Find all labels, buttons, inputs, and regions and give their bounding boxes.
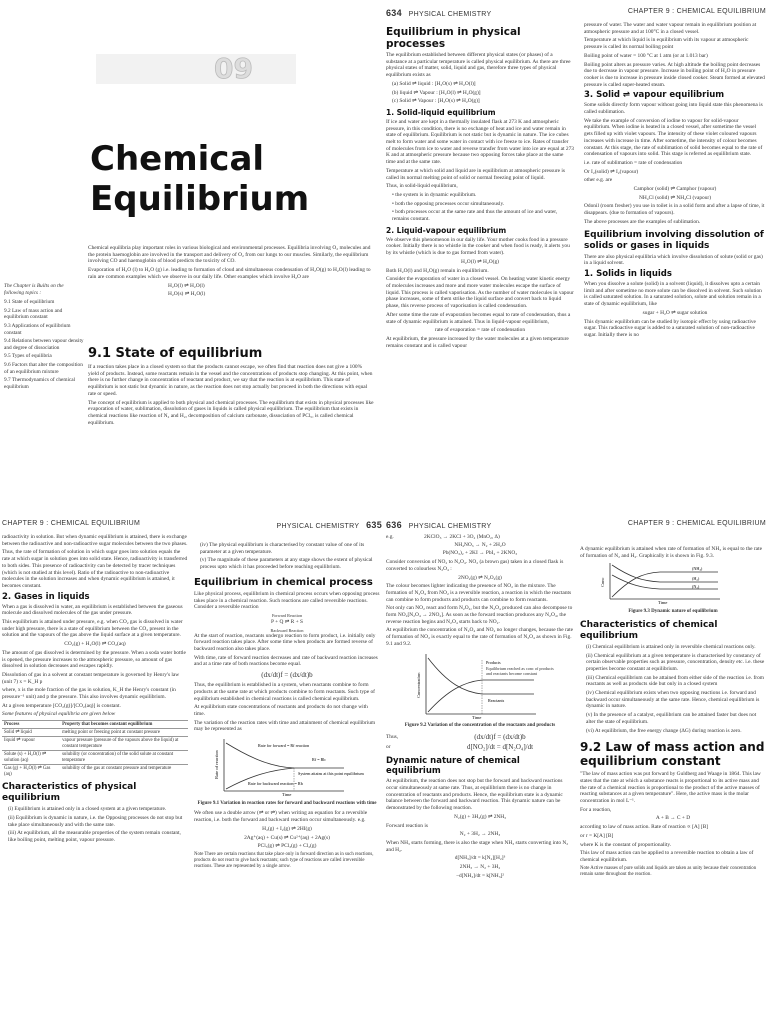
chapter-intro (88, 245, 374, 300)
rate-equation: d[NO₂]/dt = d[N₂O₄]/dt (466, 742, 534, 751)
column-right (584, 22, 766, 341)
paragraph: At a given temperature [CO₂(g)]/[CO₂(aq)] is constant. (2, 702, 121, 709)
paragraph: The equilibrium established between different physical states (or phases) of a substance at a particular temperature is called physical equilibrium. As there are three physical states of matter, solid, liquid and gas, therefore three types of physical equilibrium exists as (386, 52, 571, 79)
paragraph: radioactivity in solution. But when dynamic equilibrium is attained, there is exchange between the radioactive and non-radioactive sugar molecules between the two phases. (2, 534, 188, 547)
axis-label-y: Concentration (416, 672, 421, 698)
paragraph: according to law of mass action. Rate of reaction ∝ [A] [B] (580, 824, 709, 831)
graph-label: Rate for forward = Rf reaction (258, 743, 310, 749)
equation: H₂O(l) ⇌ H₂O(g) (461, 258, 499, 265)
page-chapter-opener (0, 0, 384, 512)
figure-caption: Figure 9.3 Dynamic nature of equilibrium (628, 609, 718, 615)
heading-solid-vapour: 3. Solid ⇌ vapour equilibrium (584, 90, 725, 101)
equation: 2Ag⁺(aq) + Cu(s) ⇌ Cu²⁺(aq) + 2Ag(s) (244, 834, 330, 841)
list-item: (c) Solid ⇌ Vapour : [H₂O(s) ⇌ H₂O(g)] (392, 98, 480, 105)
paragraph: When you dissolve a solute (solid) in a solvent (liquid), it dissolves upto a certain limit and after sometime no more solute can be dissolved in solvent. Such solution is called saturated solution. In a saturated solution, solute and solution remain in a state of dynamic equilibrium, like (584, 280, 762, 308)
paragraph: This dynamic equilibrium can be studied by isotopic effect by using radioactive sugar. This radioactive sugar is added to a saturated solution of non-radioactive sugar. Initially there is no (584, 318, 756, 338)
page-635 (0, 512, 384, 1024)
paragraph: where, x is the mole fraction of the gas in solution, K_H the Henry's constant (in pressure⁻¹ unit) and p the pressure. This also involves dynamic equilibrium. (2, 687, 176, 701)
topic-item: 9.4 Relations between vapour density and degree of dissociation (4, 338, 84, 351)
header-chapter-title: CHAPTER 9 : CHEMICAL EQUILIBRIUM (627, 8, 766, 15)
heading-dynamic-nature: Dynamic nature of chemical equilibrium (386, 756, 520, 777)
chapter-number-graphic (96, 42, 296, 112)
paragraph: If a reaction takes place in a closed system so that the products cannot escape, we often find that reaction does not give a 100% yield of products. Instead, some reactants remain in the vessel and the concentrations of products stop changing. At this point, when there is no further change in concentration of reactant and product, we say that the reaction is at equilibrium. This state of equilibrium is not static but dynamic in nature, as the reaction does not stop actually but proceed in both the directions with equal rate or speed. (88, 364, 373, 397)
topic-item: 9.5 Types of equilibria (4, 353, 52, 360)
list-item: (ii) Chemical equilibrium at a given temperature is characterised by constancy of certain observable properties such as pressure, concentration, density etc. i.e. these properties become constant at equilibrium. (586, 652, 765, 672)
table-row (2, 737, 188, 751)
rate-equation: (dx/dt)f = (dx/dt)b (261, 671, 313, 680)
list-item: (iv) Chemical equilibrium exists when two opposing reactions i.e. forward and backward occur simultaneously at the same rate. Hence, chemical equilibrium is dynamic in nature. (586, 690, 760, 710)
running-header-right (277, 520, 382, 530)
chapter-title-line1: Chemical (90, 139, 265, 179)
paragraph: Thus, in solid-liquid equilibrium, (386, 183, 458, 190)
paragraph: Or I₂(solid) ⇌ I₂(vapour) (584, 168, 639, 175)
table-header-row (2, 721, 188, 729)
list-item: (v) The magnitude of these parameters at any stage shows the extent of physical process upto which it has proceeded before reaching equilibrium. (200, 557, 373, 571)
graph-label: Rate for backward reaction = Rb (248, 781, 303, 787)
bullet-item: • both processes occur at the same rate and thus the amount of ice and water, remains constant. (392, 209, 558, 223)
table-cell: Solute (s) + H₂O(l) ⇌ solution (aq) (2, 751, 60, 765)
paragraph: where K is the constant of proportionality. (580, 841, 672, 848)
paragraph: pressure of water. The water and water vapour remain in equilibrium position at atmospheric pressure and at 100°C in a closed vessel. (584, 22, 757, 35)
equation: 2NO₂(g) ⇌ N₂O₄(g) (458, 574, 502, 581)
table-row (2, 729, 188, 737)
heading-solid-liquid: 1. Solid-liquid equilibrium (386, 107, 496, 117)
graph-label: Products (486, 659, 501, 665)
intro-paragraph-2: Evaporation of H₂O (l) to H₂O (g) i.e. leading to formation of cloud and simultaneous condensation of H₂O(g) to H₂O(l) leading to rain are common examples which we observe in our daily life. Other examples which involve H₂O are (88, 267, 371, 280)
table-row (2, 765, 188, 779)
paragraph: We observe this phenomenon in our daily life. Your mother cooks food in a pressure cooker. Initially there is no whistle in the cooker and when food is ready, it alerts you by its whistle (which is due to gas formed from water). (386, 236, 570, 257)
paragraph: Some solids directly form vapour without going into liquid state this phenomena is called sublimation. (584, 102, 763, 116)
chapter-title-line2: Equilibrium (90, 179, 310, 219)
paragraph: Consider conversion of NO₂ to N₂O₄. NO₂ (a brown gas) taken in a closed flask is converted to colourless N₂O₄ : (386, 559, 564, 572)
heading-solids-in-liquids: 1. Solids in liquids (584, 268, 672, 279)
paragraph: i.e. rate of sublimation = rate of condensation (584, 159, 683, 166)
header-book-title: PHYSICAL CHEMISTRY (276, 523, 360, 530)
page-636 (384, 512, 768, 1024)
column-left (2, 534, 188, 846)
page-number: 634 (386, 8, 402, 18)
rate-block (386, 743, 574, 753)
equation: H₂O(l) ⇌ H₂O(l) (168, 282, 205, 289)
column-left (386, 22, 574, 351)
page-634 (384, 0, 768, 512)
paragraph: A dynamic equilibrium is attained when rate of formation of NH₃ is equal to the rate of formation of N₂ and H₂. Graphically it is shown in Fig. 9.3. (580, 546, 762, 559)
list-item: (iii) Chemical equilibrium can be attained from either side of the reaction i.e. from reactants as well as products side but only in a closed system (586, 674, 764, 688)
equation: PCl₅(g) ⇌ PCl₃(g) + Cl₂(g) (257, 843, 317, 850)
paragraph: For a reaction, (580, 806, 612, 813)
equation: CO₂(g) + H₂O(l) ⇌ CO₂(aq) (64, 641, 126, 648)
paragraph: After some time the rate of evaporation becomes equal to rate of condensation, thus a state of dynamic equilibrium is attained. Thus in liquid-vapour equilibrium, (386, 311, 571, 325)
example-label: e.g. (386, 534, 394, 540)
axis-label-x: Time (282, 792, 292, 798)
figure-caption: Figure 9.1 Variation in reaction rates for forward and backward reactions with time (197, 800, 377, 806)
arrow-label-backward: Backward Reaction (270, 627, 304, 633)
paragraph: At equilibrium state concentrations of reactants and products do not change with time. (194, 704, 368, 717)
paragraph: The variation of the reaction rates with time and attainment of chemical equilibrium may be represented as (194, 719, 376, 733)
list-item: (ii) Equilibrium is dynamic in nature, i.e. the Opposing processes do not stop but take place simultaneously and with the same rate. (8, 814, 183, 828)
paragraph: At equilibrium, the pressure increased by the water molecules at a given temperature remains constant and is called vapour (386, 335, 569, 349)
heading-gases-in-liquids: 2. Gases in liquids (2, 591, 90, 602)
paragraph: This law of mass action can be applied to a reversible reaction to obtain a law of chemical equilibrium. (580, 850, 754, 863)
header-chapter-title: CHAPTER 9 : CHEMICAL EQUILIBRIUM (627, 520, 766, 527)
series-label: (N₂) (692, 584, 700, 590)
paragraph: At equilibrium, the reaction does not stop but the forward and backward reactions occur simultaneously at same rate. Thus, at equilibrium there is no change in concentration of reactants and products. Hence, the equilibrium state is a dynamic balance between the forward and backward reaction. This dynamic nature can be demonstrated by the following reaction. (386, 778, 563, 812)
intro-paragraph: Chemical equilibria play important roles in various biological and environmental processes. Equilibria involving O₂ molecules and the protein haemoglobin are involved in the transport and delivery of O₂ from our lungs to our muscles. Similarly, the equilibrium involving CO and haemoglobin of blood predicts the toxicity of CO. (88, 245, 371, 265)
axis-label-y: Conc (600, 577, 605, 588)
topics-heading: The Chapter is Builts on the following topics : (4, 283, 64, 296)
paragraph: We often use a double arrow (⇌ or ⇌) when writing an equation for a reversible reaction, i.e. both the forward and backward reaction occur simultaneously. e.g. (194, 810, 368, 824)
topic-item: 9.1 State of equilibrium (4, 299, 55, 306)
page-number: 636 (386, 520, 402, 530)
equation: rate of evaporation = rate of condensation (434, 327, 526, 334)
rate-block (386, 733, 574, 743)
arrow-label-forward: Forward Reaction (271, 612, 303, 618)
paragraph: At equilibrium the concentration of N₂O₄ and NO₂ no longer changes, because the rate of formation of NO₂ is exactly equal to the rate of formation of N₂O₄ as shown in Fig. 9.1 and 9.2. (386, 627, 574, 647)
list-item: (v) In the presence of a catalyst, equilibrium can be attained faster but does not alter the state of equilibrium. (586, 712, 757, 725)
paragraph: Like physical process, equilibrium in chemical process occurs when opposing process takes place in a chemical reaction. Such reactions are called reversible reactions. Consider a reversible reaction (194, 590, 380, 611)
topics-sidebar (4, 283, 84, 392)
section-heading: 9.1 State of equilibrium (88, 346, 263, 361)
running-header-left (386, 8, 491, 18)
running-header-left (386, 520, 491, 530)
axis-label-y: Rate of reaction (214, 750, 219, 780)
equation: Pb(NO₃)₂ + 2KI → PbI₂ + 2KNO₃ (442, 550, 518, 557)
note: Note There are certain reactions that take place only in forward direction as in such reactions, products do not react to give back reactants; such type of reactions are called irreversible reactions. These are represented by a single arrow. (194, 851, 374, 869)
column-left (386, 534, 574, 882)
paragraph: Temperature at which solid and liquid are in equilibrium at atmospheric pressure is called its normal melting point of solid or normal freezing point of liquid. (386, 167, 565, 181)
heading-characteristics-chemical: Characteristics of chemical equilibrium (580, 619, 718, 641)
paragraph: The amount of gas dissolved is determined by the pressure. When a soda water bottle is opened, the pressure increases to the atmospheric pressure, so amount of gas dissolved in solution decreases and escapes rapidly. (2, 649, 186, 670)
heading-liquid-vapour: 2. Liquid-vapour equilibrium (386, 225, 507, 235)
header-book-title: PHYSICAL CHEMISTRY (408, 523, 492, 530)
equation: d[NH₃]/dt = k[N₂][H₂]³ (454, 855, 506, 862)
bullet-item: • both the opposing processes occur simultaneously. (392, 200, 505, 207)
axis-label-x: Time (472, 714, 482, 720)
list-item: (iv) The physical equilibrium is characterised by constant value of one of its parameter at a given temperature. (200, 542, 365, 555)
list-item: (iii) At equilibrium, all the measurable properties of the system remain constant, like boiling point, melting point, vapour pressure. (8, 830, 181, 843)
header-book-title: PHYSICAL CHEMISTRY (408, 11, 492, 18)
graph-label: Equilibrium reached as conc of products and reactants become constant (486, 666, 554, 676)
equation: N₂ + 3H₂ → 2NH₃ (459, 831, 501, 838)
rate-equation: (dx/dt)f = (dx/dt)b (474, 732, 526, 741)
equation: H₂O(s) ⇌ H₂O(l) (168, 291, 206, 298)
paragraph: If ice and water are kept in a thermally insulated flask at 273 K and atmospheric pressure, in this condition, there is no exchange of heat and ice and water remain in state of equilibrium. Equilibrium is not static but is dynamic in nature. The ice cubes melt to form water and some water in contact with ice freeze to ice. Rates of transfer of molecules from ice to water and reverse transfer from water into ice are equal at 273 K and at atmospheric pressure because two opposing forces take place at the same time and at the same rate. (386, 118, 574, 166)
label-thus: Thus, (386, 734, 399, 741)
svg-text:09: 09 (214, 52, 253, 85)
table-caption: Some features of physical equilibria are given below (2, 711, 116, 718)
heading-law-of-mass-action: 9.2 Law of mass action and equilibrium constant (580, 740, 765, 769)
table-cell: liquid ⇌ vapour (2, 737, 60, 751)
table-cell: solubility of the gas at constant pressure and temperature (60, 765, 188, 779)
heading-dissolution: Equilibrium involving dissolution of solids or gases in liquids (584, 229, 764, 251)
paragraph: Both H₂O(l) and H₂O(g) remain in equilibrium. (386, 267, 489, 274)
equation: N₂(g) + 3H₂(g) ⇌ 2NH₃ (453, 813, 507, 820)
equation: −d[NH₃]/dt = k[NH₃]² (456, 872, 504, 879)
paragraph: We take the example of conversion of iodine to vapour for solid-vapour equilibrium. When iodine is heated in a closed vessel, after sometime the vessel gets filled up with violet vapours. The intensity of these violet coloured vapours increases with increase in time. After sometime, the intensity of colour becomes constant. At this stage, the rate of sublimation of solid becomes equal to the rate of condensation of vapours into solid. This stage is referred as equilibrium state. (584, 117, 763, 158)
paragraph: Boiling point of water = 100 °C at 1 atm (or at 1.013 bar) (584, 52, 708, 59)
paragraph: other e.g. are (584, 177, 613, 184)
bullet-item: • the system is in dynamic equilibrium. (392, 191, 477, 198)
series-label: (NH₃) (692, 566, 703, 572)
paragraph: Forward reaction is (386, 822, 428, 829)
equation: A + B → C + D (655, 815, 691, 822)
label-or: or (386, 744, 391, 751)
figure-caption: Figure 9.2 Variation of the concentration of the reactants and products (404, 723, 556, 729)
table-cell: solubility (or concentration) of the solid solute at constant temperature (60, 751, 188, 765)
heading-physical-processes: Equilibrium in physical processes (386, 26, 521, 50)
heading-characteristics-physical: Characteristics of physical equilibrium (2, 782, 137, 804)
equation: H₂(g) + I₂(g) ⇌ 2HI(g) (262, 825, 312, 832)
table-cell: vapour pressure (pressure of the vapours above the liquid) at constant temperature (60, 737, 188, 751)
list-item: (i) Equilibrium is attained only in a closed system at a given temperature. (8, 806, 167, 813)
table-cell: Gas (g) + H₂O(l) ⇌ Gas (aq) (2, 765, 60, 779)
topic-item: 9.7 Thermodynamics of chemical equilibrium (4, 377, 76, 390)
equation: NH₄Cl (solid) ⇌ NH₄Cl (vapour) (638, 194, 712, 201)
equation: P + Q ⇌ R + S (271, 618, 303, 625)
graph-label: System attains at this point equilibrium (298, 771, 364, 777)
paragraph: With time, rate of forward reaction decreases and rate of backward reaction increases and at a time rate of both reactions become equal. (194, 654, 378, 668)
equation: NH₄NO₃ → N₂ + 2H₂O (454, 541, 506, 548)
paragraph: Dissolution of gas in a solvent at constant temperature is governed by Henry's law (unit 7) x = K_H p (2, 671, 180, 685)
graph-label: Reactants (488, 697, 505, 703)
topic-item: 9.3 Applications of equilibrium constant (4, 322, 71, 336)
paragraph: At the start of reaction, reactants undergo reaction to form product, i.e. initially only forward reaction takes place. After some time when products are formed reverse of backward reaction also takes place. (194, 632, 376, 653)
paragraph: When NH₃ starts forming, there is also the stage when NH₃ starts converting into N₂ and H₂. (386, 839, 569, 853)
list-item: (i) Chemical equilibrium is attained only in reversible chemical reactions only. (586, 643, 756, 650)
graph-label: Rf = Rb (312, 757, 326, 763)
example-block (386, 534, 574, 541)
paragraph: There are also physical equilibria which involve dissolution of solute (solid or gas) in a liquid solvent. (584, 253, 763, 267)
table-cell: melting point or freezing point at constant pressure (60, 729, 188, 737)
list-item: (b) liquid ⇌ Vapour : [H₂O(l) ⇌ H₂O(g)] (392, 89, 481, 96)
equation: Camphor (solid) ⇌ Camphor (vapour) (633, 186, 717, 193)
column-right (194, 542, 380, 872)
page-number: 635 (366, 520, 382, 530)
equation: 2NH₃ → N₂ + 3H₂ (459, 864, 501, 871)
paragraph: The colour becomes lighter indicating the presence of NO₂ in the mixture. The formation of N₂O₄ from NO₂ is a reversible reaction, a reaction in which the reactants can combine to form products and products can combine to form reactants. (386, 583, 572, 603)
paragraph: Temperature at which liquid is in equilibrium with its vapour at atmospheric pressure is called its normal boiling point (584, 37, 749, 51)
table-header-cell: Process (2, 721, 60, 729)
paragraph: The above processes are the examples of sublimation. (584, 218, 701, 225)
topic-item: 9.6 Factors that alter the composition of an equilibrium mixture (4, 361, 83, 375)
figure-9-1-rate-graph (194, 735, 380, 797)
note: Note Active masses of pure solids and liquids are taken as unity because their concentration remain same throughout the reaction. (580, 865, 757, 877)
paragraph: "The law of mass action was put forward by Guldberg and Waage in 1864. This law states that the rate at which a substance reacts is proportional to its active mass and the rate of a chemical reaction is proportional to the product of the active masses of reacting substances at a given temperature". Here, the active mass is the molar concentration in mol L⁻¹. (580, 771, 761, 805)
table-header-cell: Property that becomes constant equilibrium (60, 721, 188, 729)
paragraph: Thus, the equilibrium is established in a system, when reactants combine to form products at the same rate at which products combine to form reactants. Such type of equilibrium established in chemical reactions is called chemical equilibrium. (194, 682, 375, 702)
axis-label-x: Time (658, 600, 668, 606)
paragraph: This equilibrium is attained under pressure, e.g. when CO₂ gas is dissolved in water under high pressure, there is a state of equilibrium between the CO₂ present in the solution and the vapours of the gas above the liquid surface at a given temperature. (2, 619, 183, 639)
table-row (2, 751, 188, 765)
paragraph: Consider the evaporation of water in a closed vessel. On heating water kinetic energy of molecules increases and more and more water molecules escape the surface of liquid. This process is called vaporisation. As the number of water molecules in vapour phase increases, some of them strike the liquid surface and convert back to liquid phase, this reverse process of vaporisation is called condensation. (386, 276, 574, 310)
section-state-of-equilibrium (88, 342, 374, 428)
heading-chemical-process: Equilibrium in chemical process (194, 576, 373, 588)
list-item: (a) Solid ⇌ liquid : [H₂O(s) ⇌ H₂O(l)] (392, 80, 476, 87)
paragraph: Boiling point alters as pressure varies. At high altitude the boiling point decreases due to decrease in vapour pressure. Increase in boiling point of H₂O in pressure cooker is due to increase in pressure inside closed cooker. Steam formed at elevated pressure is called super-heated steam. (584, 61, 765, 88)
table-cell: Solid ⇌ liquid (2, 729, 60, 737)
paragraph: The concept of equilibrium is applied to both physical and chemical processes. The equilibrium that exists in physical processes like evaporation of water, sublimation, dissolution of gases in liquids is called physical equilibrium. The equilibrium that exists in chemical reactions like reaction of N₂ and H₂, decomposition of calcium carbonate, dissociation of PCl₅, is called chemical equilibrium. (88, 399, 374, 426)
paragraph: or r = K[A] [B] (580, 832, 614, 839)
series-label: (H₂) (692, 576, 700, 582)
header-chapter-title: CHAPTER 9 : CHEMICAL EQUILIBRIUM (2, 520, 141, 527)
figure-9-3-dynamic-graph (580, 561, 766, 605)
topic-item: 9.2 Law of mass action and equilibrium constant (4, 307, 63, 321)
paragraph: When a gas is dissolved in water, an equilibrium is established between the gaseous molecule and dissolved molecules of the gas under pressure. (2, 603, 183, 617)
physical-equilibria-table (2, 720, 188, 778)
paragraph: Odonil (room fresher) you use in toilet is in a solid form and after a lapse of time, it disappears. (due to formation of vapours). (584, 203, 765, 217)
list-item: (vi) At equilibrium, the free energy change (ΔG) during reaction is zero. (586, 727, 742, 734)
column-right (580, 546, 766, 880)
paragraph: Not only can NO₂ react and form N₂O₄, but the N₂O₄ produced can also decompose to form NO₂[N₂O₄ → 2NO₂]. As soon as the forward reaction produces any N₂O₄, the reverse reaction begins and N₂O₄ starts back to NO₂. (386, 605, 573, 625)
equation: 2KClO₃ → 2KCl + 3O₂ (MnO₂, Δ) (424, 534, 500, 540)
paragraph: Thus, the rate of formation of solution in which sugar goes into solution equals the rate at which sugar in solution goes into solid state. Hence, radioactivity is transferred to both sides. This presence of radioactivity can be detected by tracer techniques (which is not studied at this level). Ratio of the radioactive to non-radioactive molecules in the solution increases and when dynamic equilibrium is attained, it becomes constant. (2, 549, 188, 589)
equation: sugar + H₂O ⇌ sugar solution (642, 309, 708, 316)
figure-9-2-concentration-graph (386, 650, 574, 720)
